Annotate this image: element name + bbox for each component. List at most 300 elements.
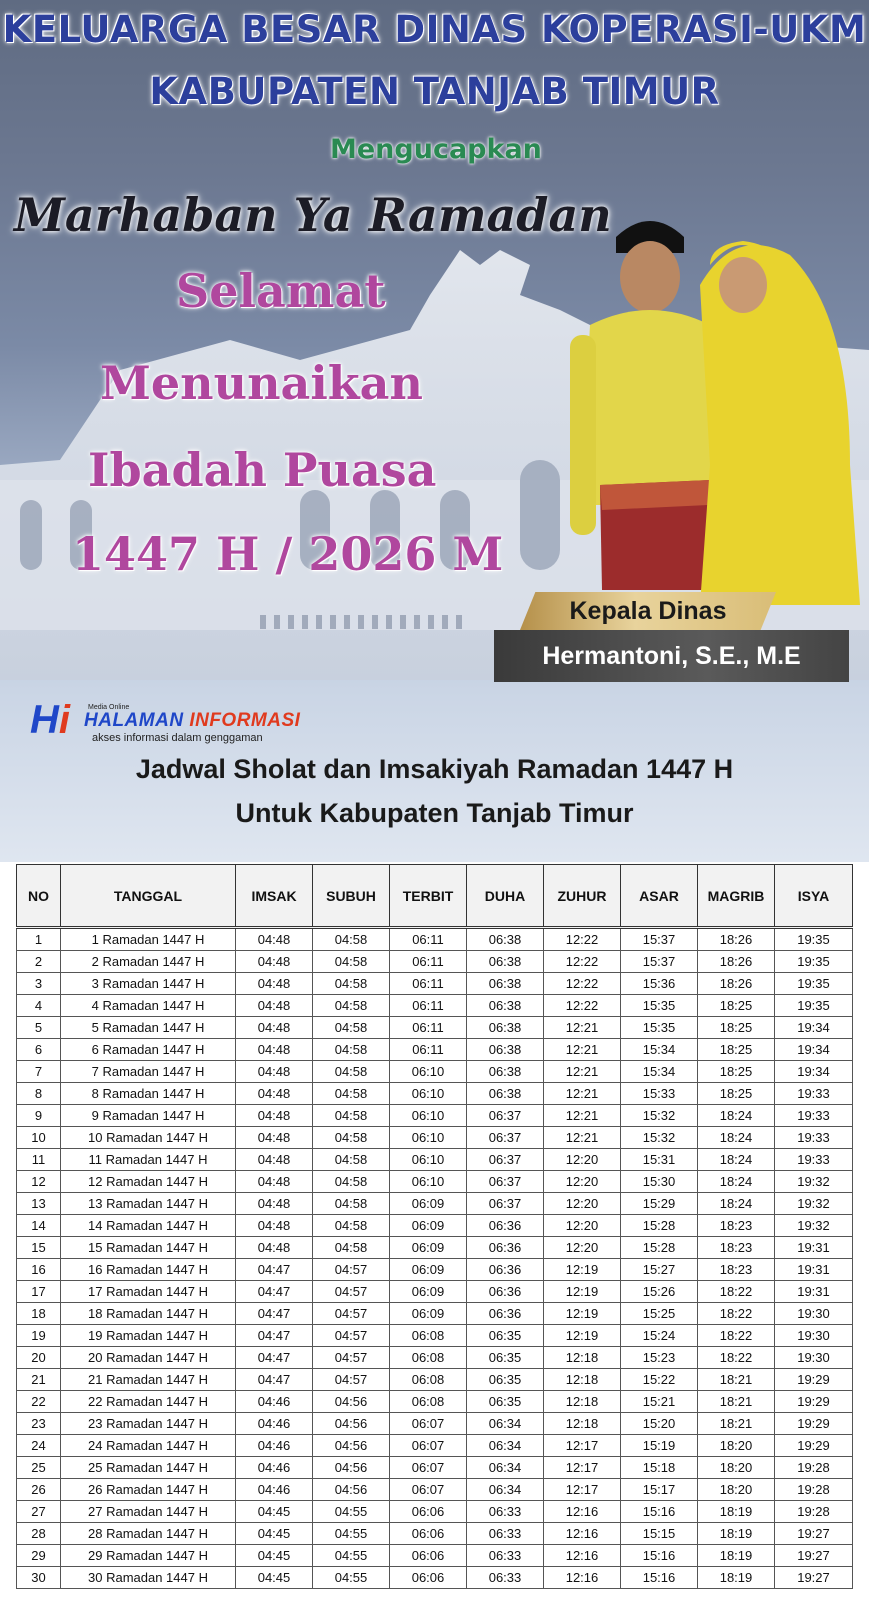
cell-zuhur: 12:16 xyxy=(544,1545,621,1567)
organization-title-line2: KABUPATEN TANJAB TIMUR xyxy=(149,70,720,113)
cell-zuhur: 12:17 xyxy=(544,1457,621,1479)
cell-asar: 15:15 xyxy=(621,1523,698,1545)
cell-magrib: 18:22 xyxy=(698,1347,775,1369)
cell-zuhur: 12:18 xyxy=(544,1369,621,1391)
cell-terbit: 06:08 xyxy=(390,1369,467,1391)
cell-asar: 15:35 xyxy=(621,1017,698,1039)
table-row xyxy=(17,951,853,973)
cell-magrib: 18:25 xyxy=(698,1039,775,1061)
cell-tanggal: 18 Ramadan 1447 H xyxy=(61,1303,236,1325)
cell-no: 19 xyxy=(17,1325,61,1347)
cell-subuh: 04:57 xyxy=(313,1325,390,1347)
cell-duha: 06:36 xyxy=(467,1259,544,1281)
official-couple-photo xyxy=(560,205,860,605)
cell-isya: 19:30 xyxy=(775,1325,853,1347)
cell-terbit: 06:09 xyxy=(390,1281,467,1303)
cell-magrib: 18:25 xyxy=(698,1061,775,1083)
cell-terbit: 06:09 xyxy=(390,1193,467,1215)
cell-asar: 15:33 xyxy=(621,1083,698,1105)
table-row xyxy=(17,1061,853,1083)
column-header-imsak: IMSAK xyxy=(236,865,313,928)
cell-tanggal: 20 Ramadan 1447 H xyxy=(61,1347,236,1369)
cell-zuhur: 12:21 xyxy=(544,1017,621,1039)
cell-imsak: 04:46 xyxy=(236,1391,313,1413)
cell-no: 1 xyxy=(17,928,61,951)
cell-asar: 15:34 xyxy=(621,1061,698,1083)
cell-no: 21 xyxy=(17,1369,61,1391)
cell-magrib: 18:25 xyxy=(698,1083,775,1105)
cell-tanggal: 29 Ramadan 1447 H xyxy=(61,1545,236,1567)
cell-imsak: 04:48 xyxy=(236,1171,313,1193)
table-row xyxy=(17,1523,853,1545)
cell-subuh: 04:56 xyxy=(313,1391,390,1413)
cell-asar: 15:37 xyxy=(621,928,698,951)
cell-imsak: 04:48 xyxy=(236,1061,313,1083)
cell-terbit: 06:07 xyxy=(390,1435,467,1457)
table-row xyxy=(17,995,853,1017)
cell-no: 24 xyxy=(17,1435,61,1457)
cell-duha: 06:36 xyxy=(467,1303,544,1325)
cell-imsak: 04:47 xyxy=(236,1281,313,1303)
cell-subuh: 04:57 xyxy=(313,1347,390,1369)
cell-magrib: 18:21 xyxy=(698,1413,775,1435)
cell-asar: 15:22 xyxy=(621,1369,698,1391)
cell-tanggal: 17 Ramadan 1447 H xyxy=(61,1281,236,1303)
cell-subuh: 04:58 xyxy=(313,1193,390,1215)
table-row xyxy=(17,1215,853,1237)
cell-zuhur: 12:22 xyxy=(544,951,621,973)
cell-imsak: 04:46 xyxy=(236,1435,313,1457)
table-row xyxy=(17,1237,853,1259)
cell-no: 17 xyxy=(17,1281,61,1303)
cell-zuhur: 12:20 xyxy=(544,1149,621,1171)
cell-terbit: 06:07 xyxy=(390,1457,467,1479)
cell-no: 12 xyxy=(17,1171,61,1193)
cell-tanggal: 27 Ramadan 1447 H xyxy=(61,1501,236,1523)
cell-asar: 15:32 xyxy=(621,1105,698,1127)
cell-isya: 19:32 xyxy=(775,1215,853,1237)
column-header-tanggal: TANGGAL xyxy=(61,865,236,928)
column-header-subuh: SUBUH xyxy=(313,865,390,928)
cell-magrib: 18:19 xyxy=(698,1567,775,1589)
cell-zuhur: 12:17 xyxy=(544,1479,621,1501)
cell-tanggal: 8 Ramadan 1447 H xyxy=(61,1083,236,1105)
cell-subuh: 04:57 xyxy=(313,1303,390,1325)
cell-asar: 15:25 xyxy=(621,1303,698,1325)
cell-no: 13 xyxy=(17,1193,61,1215)
schedule-title-line2: Untuk Kabupaten Tanjab Timur xyxy=(235,798,634,828)
cell-tanggal: 13 Ramadan 1447 H xyxy=(61,1193,236,1215)
cell-duha: 06:37 xyxy=(467,1127,544,1149)
cell-tanggal: 22 Ramadan 1447 H xyxy=(61,1391,236,1413)
cell-asar: 15:23 xyxy=(621,1347,698,1369)
cell-subuh: 04:58 xyxy=(313,1039,390,1061)
cell-tanggal: 14 Ramadan 1447 H xyxy=(61,1215,236,1237)
greeting-line-3: Ibadah Puasa xyxy=(88,443,437,497)
cell-subuh: 04:58 xyxy=(313,1061,390,1083)
table-row xyxy=(17,1391,853,1413)
cell-zuhur: 12:17 xyxy=(544,1435,621,1457)
cell-zuhur: 12:21 xyxy=(544,1083,621,1105)
cell-isya: 19:33 xyxy=(775,1127,853,1149)
cell-tanggal: 19 Ramadan 1447 H xyxy=(61,1325,236,1347)
cell-tanggal: 3 Ramadan 1447 H xyxy=(61,973,236,995)
column-header-no: NO xyxy=(17,865,61,928)
cell-duha: 06:34 xyxy=(467,1479,544,1501)
cell-duha: 06:34 xyxy=(467,1413,544,1435)
cell-isya: 19:28 xyxy=(775,1479,853,1501)
cell-magrib: 18:24 xyxy=(698,1105,775,1127)
cell-magrib: 18:21 xyxy=(698,1391,775,1413)
cell-tanggal: 10 Ramadan 1447 H xyxy=(61,1127,236,1149)
cell-duha: 06:35 xyxy=(467,1347,544,1369)
cell-duha: 06:37 xyxy=(467,1193,544,1215)
cell-tanggal: 6 Ramadan 1447 H xyxy=(61,1039,236,1061)
cell-isya: 19:27 xyxy=(775,1545,853,1567)
cell-duha: 06:38 xyxy=(467,973,544,995)
cell-tanggal: 28 Ramadan 1447 H xyxy=(61,1523,236,1545)
cell-duha: 06:38 xyxy=(467,928,544,951)
cell-subuh: 04:55 xyxy=(313,1501,390,1523)
cell-isya: 19:27 xyxy=(775,1567,853,1589)
cell-isya: 19:30 xyxy=(775,1303,853,1325)
logo-name-part2: INFORMASI xyxy=(189,710,301,731)
cell-isya: 19:28 xyxy=(775,1457,853,1479)
cell-tanggal: 21 Ramadan 1447 H xyxy=(61,1369,236,1391)
cell-imsak: 04:48 xyxy=(236,928,313,951)
cell-zuhur: 12:21 xyxy=(544,1127,621,1149)
table-row xyxy=(17,1413,853,1435)
cell-subuh: 04:58 xyxy=(313,1149,390,1171)
cell-imsak: 04:45 xyxy=(236,1501,313,1523)
cell-no: 14 xyxy=(17,1215,61,1237)
cell-duha: 06:38 xyxy=(467,1017,544,1039)
cell-isya: 19:31 xyxy=(775,1237,853,1259)
cell-imsak: 04:48 xyxy=(236,1149,313,1171)
cell-imsak: 04:45 xyxy=(236,1523,313,1545)
cell-tanggal: 12 Ramadan 1447 H xyxy=(61,1171,236,1193)
cell-magrib: 18:20 xyxy=(698,1435,775,1457)
cell-imsak: 04:46 xyxy=(236,1457,313,1479)
cell-subuh: 04:58 xyxy=(313,1127,390,1149)
cell-terbit: 06:11 xyxy=(390,973,467,995)
cell-zuhur: 12:19 xyxy=(544,1325,621,1347)
cell-terbit: 06:09 xyxy=(390,1303,467,1325)
cell-magrib: 18:20 xyxy=(698,1457,775,1479)
cell-imsak: 04:48 xyxy=(236,951,313,973)
cell-imsak: 04:47 xyxy=(236,1347,313,1369)
cell-subuh: 04:55 xyxy=(313,1567,390,1589)
cell-isya: 19:30 xyxy=(775,1347,853,1369)
cell-isya: 19:34 xyxy=(775,1039,853,1061)
cell-duha: 06:33 xyxy=(467,1523,544,1545)
table-row xyxy=(17,1259,853,1281)
cell-subuh: 04:58 xyxy=(313,1171,390,1193)
cell-duha: 06:38 xyxy=(467,1061,544,1083)
cell-asar: 15:16 xyxy=(621,1567,698,1589)
cell-terbit: 06:09 xyxy=(390,1259,467,1281)
cell-terbit: 06:06 xyxy=(390,1567,467,1589)
cell-no: 11 xyxy=(17,1149,61,1171)
table-row xyxy=(17,973,853,995)
greeting-verb: Mengucapkan xyxy=(330,134,542,165)
table-row xyxy=(17,1325,853,1347)
cell-subuh: 04:58 xyxy=(313,1215,390,1237)
cell-subuh: 04:55 xyxy=(313,1545,390,1567)
cell-isya: 19:35 xyxy=(775,973,853,995)
cell-subuh: 04:58 xyxy=(313,1237,390,1259)
cell-duha: 06:36 xyxy=(467,1215,544,1237)
cell-duha: 06:35 xyxy=(467,1391,544,1413)
cell-zuhur: 12:19 xyxy=(544,1259,621,1281)
table-row xyxy=(17,1171,853,1193)
cell-no: 25 xyxy=(17,1457,61,1479)
cell-terbit: 06:10 xyxy=(390,1149,467,1171)
cell-tanggal: 25 Ramadan 1447 H xyxy=(61,1457,236,1479)
cell-zuhur: 12:18 xyxy=(544,1391,621,1413)
cell-no: 15 xyxy=(17,1237,61,1259)
cell-magrib: 18:26 xyxy=(698,928,775,951)
cell-zuhur: 12:16 xyxy=(544,1501,621,1523)
cell-asar: 15:16 xyxy=(621,1501,698,1523)
cell-isya: 19:35 xyxy=(775,951,853,973)
cell-zuhur: 12:20 xyxy=(544,1215,621,1237)
table-row xyxy=(17,1017,853,1039)
cell-isya: 19:33 xyxy=(775,1083,853,1105)
cell-duha: 06:33 xyxy=(467,1567,544,1589)
table-row xyxy=(17,1083,853,1105)
cell-subuh: 04:56 xyxy=(313,1457,390,1479)
cell-magrib: 18:22 xyxy=(698,1281,775,1303)
cell-no: 20 xyxy=(17,1347,61,1369)
cell-subuh: 04:56 xyxy=(313,1413,390,1435)
cell-isya: 19:27 xyxy=(775,1523,853,1545)
cell-asar: 15:36 xyxy=(621,973,698,995)
cell-duha: 06:38 xyxy=(467,995,544,1017)
cell-no: 7 xyxy=(17,1061,61,1083)
cell-isya: 19:33 xyxy=(775,1105,853,1127)
cell-duha: 06:35 xyxy=(467,1369,544,1391)
cell-no: 18 xyxy=(17,1303,61,1325)
cell-magrib: 18:24 xyxy=(698,1193,775,1215)
cell-asar: 15:27 xyxy=(621,1259,698,1281)
cell-zuhur: 12:16 xyxy=(544,1523,621,1545)
cell-imsak: 04:47 xyxy=(236,1369,313,1391)
cell-duha: 06:33 xyxy=(467,1501,544,1523)
cell-no: 16 xyxy=(17,1259,61,1281)
cell-magrib: 18:23 xyxy=(698,1215,775,1237)
table-row xyxy=(17,1501,853,1523)
cell-isya: 19:34 xyxy=(775,1061,853,1083)
table-row xyxy=(17,1369,853,1391)
cell-asar: 15:16 xyxy=(621,1545,698,1567)
column-header-asar: ASAR xyxy=(621,865,698,928)
cell-imsak: 04:48 xyxy=(236,973,313,995)
cell-imsak: 04:48 xyxy=(236,1105,313,1127)
table-row xyxy=(17,1435,853,1457)
logo-h: H xyxy=(30,698,59,742)
cell-tanggal: 30 Ramadan 1447 H xyxy=(61,1567,236,1589)
logo-small-text: Media Online xyxy=(88,704,130,711)
cell-zuhur: 12:20 xyxy=(544,1193,621,1215)
cell-tanggal: 7 Ramadan 1447 H xyxy=(61,1061,236,1083)
cell-subuh: 04:58 xyxy=(313,1083,390,1105)
cell-imsak: 04:48 xyxy=(236,995,313,1017)
cell-no: 5 xyxy=(17,1017,61,1039)
cell-zuhur: 12:18 xyxy=(544,1347,621,1369)
cell-magrib: 18:23 xyxy=(698,1237,775,1259)
cell-asar: 15:32 xyxy=(621,1127,698,1149)
cell-tanggal: 15 Ramadan 1447 H xyxy=(61,1237,236,1259)
official-title: Kepala Dinas xyxy=(569,597,727,625)
cell-terbit: 06:09 xyxy=(390,1237,467,1259)
table-row xyxy=(17,1193,853,1215)
cell-imsak: 04:48 xyxy=(236,1215,313,1237)
cell-no: 27 xyxy=(17,1501,61,1523)
cell-isya: 19:31 xyxy=(775,1259,853,1281)
cell-magrib: 18:25 xyxy=(698,995,775,1017)
cell-terbit: 06:11 xyxy=(390,995,467,1017)
cell-magrib: 18:24 xyxy=(698,1171,775,1193)
logo-name-part1: HALAMAN xyxy=(84,710,184,731)
cell-subuh: 04:58 xyxy=(313,1105,390,1127)
marhaban-heading: Marhaban Ya Ramadan xyxy=(14,188,612,242)
cell-tanggal: 11 Ramadan 1447 H xyxy=(61,1149,236,1171)
cell-asar: 15:26 xyxy=(621,1281,698,1303)
cell-tanggal: 4 Ramadan 1447 H xyxy=(61,995,236,1017)
cell-tanggal: 23 Ramadan 1447 H xyxy=(61,1413,236,1435)
table-row xyxy=(17,1127,853,1149)
cell-zuhur: 12:20 xyxy=(544,1171,621,1193)
cell-terbit: 06:10 xyxy=(390,1127,467,1149)
cell-subuh: 04:58 xyxy=(313,1017,390,1039)
cell-isya: 19:33 xyxy=(775,1149,853,1171)
cell-zuhur: 12:21 xyxy=(544,1105,621,1127)
cell-asar: 15:37 xyxy=(621,951,698,973)
cell-terbit: 06:10 xyxy=(390,1083,467,1105)
cell-isya: 19:35 xyxy=(775,995,853,1017)
cell-terbit: 06:10 xyxy=(390,1061,467,1083)
cell-imsak: 04:46 xyxy=(236,1413,313,1435)
cell-isya: 19:31 xyxy=(775,1281,853,1303)
cell-asar: 15:19 xyxy=(621,1435,698,1457)
table-body xyxy=(17,928,853,1589)
logo-tagline: akses informasi dalam genggaman xyxy=(92,732,263,744)
cell-tanggal: 1 Ramadan 1447 H xyxy=(61,928,236,951)
cell-asar: 15:17 xyxy=(621,1479,698,1501)
cell-duha: 06:37 xyxy=(467,1105,544,1127)
cell-terbit: 06:08 xyxy=(390,1325,467,1347)
cell-terbit: 06:06 xyxy=(390,1545,467,1567)
cell-terbit: 06:07 xyxy=(390,1479,467,1501)
cell-subuh: 04:57 xyxy=(313,1281,390,1303)
cell-magrib: 18:22 xyxy=(698,1303,775,1325)
cell-subuh: 04:55 xyxy=(313,1523,390,1545)
cell-magrib: 18:20 xyxy=(698,1479,775,1501)
cell-imsak: 04:45 xyxy=(236,1545,313,1567)
cell-subuh: 04:56 xyxy=(313,1435,390,1457)
cell-isya: 19:32 xyxy=(775,1171,853,1193)
column-header-duha: DUHA xyxy=(467,865,544,928)
greeting-year: 1447 H / 2026 M xyxy=(72,527,504,581)
cell-magrib: 18:19 xyxy=(698,1501,775,1523)
cell-isya: 19:35 xyxy=(775,928,853,951)
cell-imsak: 04:47 xyxy=(236,1259,313,1281)
table-row xyxy=(17,1457,853,1479)
cell-subuh: 04:57 xyxy=(313,1259,390,1281)
cell-terbit: 06:09 xyxy=(390,1215,467,1237)
cell-isya: 19:34 xyxy=(775,1017,853,1039)
cell-duha: 06:36 xyxy=(467,1281,544,1303)
logo-hi-mark xyxy=(30,700,70,740)
cell-isya: 19:29 xyxy=(775,1391,853,1413)
cell-zuhur: 12:20 xyxy=(544,1237,621,1259)
cell-no: 29 xyxy=(17,1545,61,1567)
cell-magrib: 18:26 xyxy=(698,951,775,973)
cell-terbit: 06:10 xyxy=(390,1171,467,1193)
cell-zuhur: 12:22 xyxy=(544,973,621,995)
cell-magrib: 18:19 xyxy=(698,1545,775,1567)
cell-terbit: 06:11 xyxy=(390,1039,467,1061)
table-row xyxy=(17,1347,853,1369)
cell-asar: 15:35 xyxy=(621,995,698,1017)
cell-terbit: 06:11 xyxy=(390,951,467,973)
cell-asar: 15:28 xyxy=(621,1237,698,1259)
cell-no: 8 xyxy=(17,1083,61,1105)
cell-no: 6 xyxy=(17,1039,61,1061)
cell-zuhur: 12:21 xyxy=(544,1039,621,1061)
cell-terbit: 06:11 xyxy=(390,1017,467,1039)
cell-no: 10 xyxy=(17,1127,61,1149)
cell-duha: 06:36 xyxy=(467,1237,544,1259)
cell-imsak: 04:48 xyxy=(236,1039,313,1061)
table-row xyxy=(17,1567,853,1589)
cell-imsak: 04:48 xyxy=(236,1127,313,1149)
cell-tanggal: 2 Ramadan 1447 H xyxy=(61,951,236,973)
table-row xyxy=(17,928,853,951)
cell-magrib: 18:21 xyxy=(698,1369,775,1391)
cell-duha: 06:38 xyxy=(467,1039,544,1061)
cell-subuh: 04:57 xyxy=(313,1369,390,1391)
cell-zuhur: 12:22 xyxy=(544,928,621,951)
cell-asar: 15:34 xyxy=(621,1039,698,1061)
cell-asar: 15:24 xyxy=(621,1325,698,1347)
cell-tanggal: 9 Ramadan 1447 H xyxy=(61,1105,236,1127)
cell-duha: 06:37 xyxy=(467,1149,544,1171)
cell-imsak: 04:48 xyxy=(236,1083,313,1105)
column-header-magrib: MAGRIB xyxy=(698,865,775,928)
cell-no: 2 xyxy=(17,951,61,973)
cell-magrib: 18:26 xyxy=(698,973,775,995)
cell-duha: 06:38 xyxy=(467,951,544,973)
column-header-isya: ISYA xyxy=(775,865,853,928)
cell-duha: 06:37 xyxy=(467,1171,544,1193)
table-row xyxy=(17,1105,853,1127)
cell-no: 4 xyxy=(17,995,61,1017)
cell-imsak: 04:47 xyxy=(236,1325,313,1347)
cell-tanggal: 5 Ramadan 1447 H xyxy=(61,1017,236,1039)
column-header-zuhur: ZUHUR xyxy=(544,865,621,928)
cell-isya: 19:29 xyxy=(775,1413,853,1435)
table-row xyxy=(17,1303,853,1325)
cell-magrib: 18:19 xyxy=(698,1523,775,1545)
cell-terbit: 06:10 xyxy=(390,1105,467,1127)
cell-no: 9 xyxy=(17,1105,61,1127)
cell-asar: 15:29 xyxy=(621,1193,698,1215)
cell-duha: 06:38 xyxy=(467,1083,544,1105)
cell-asar: 15:28 xyxy=(621,1215,698,1237)
cell-terbit: 06:08 xyxy=(390,1391,467,1413)
